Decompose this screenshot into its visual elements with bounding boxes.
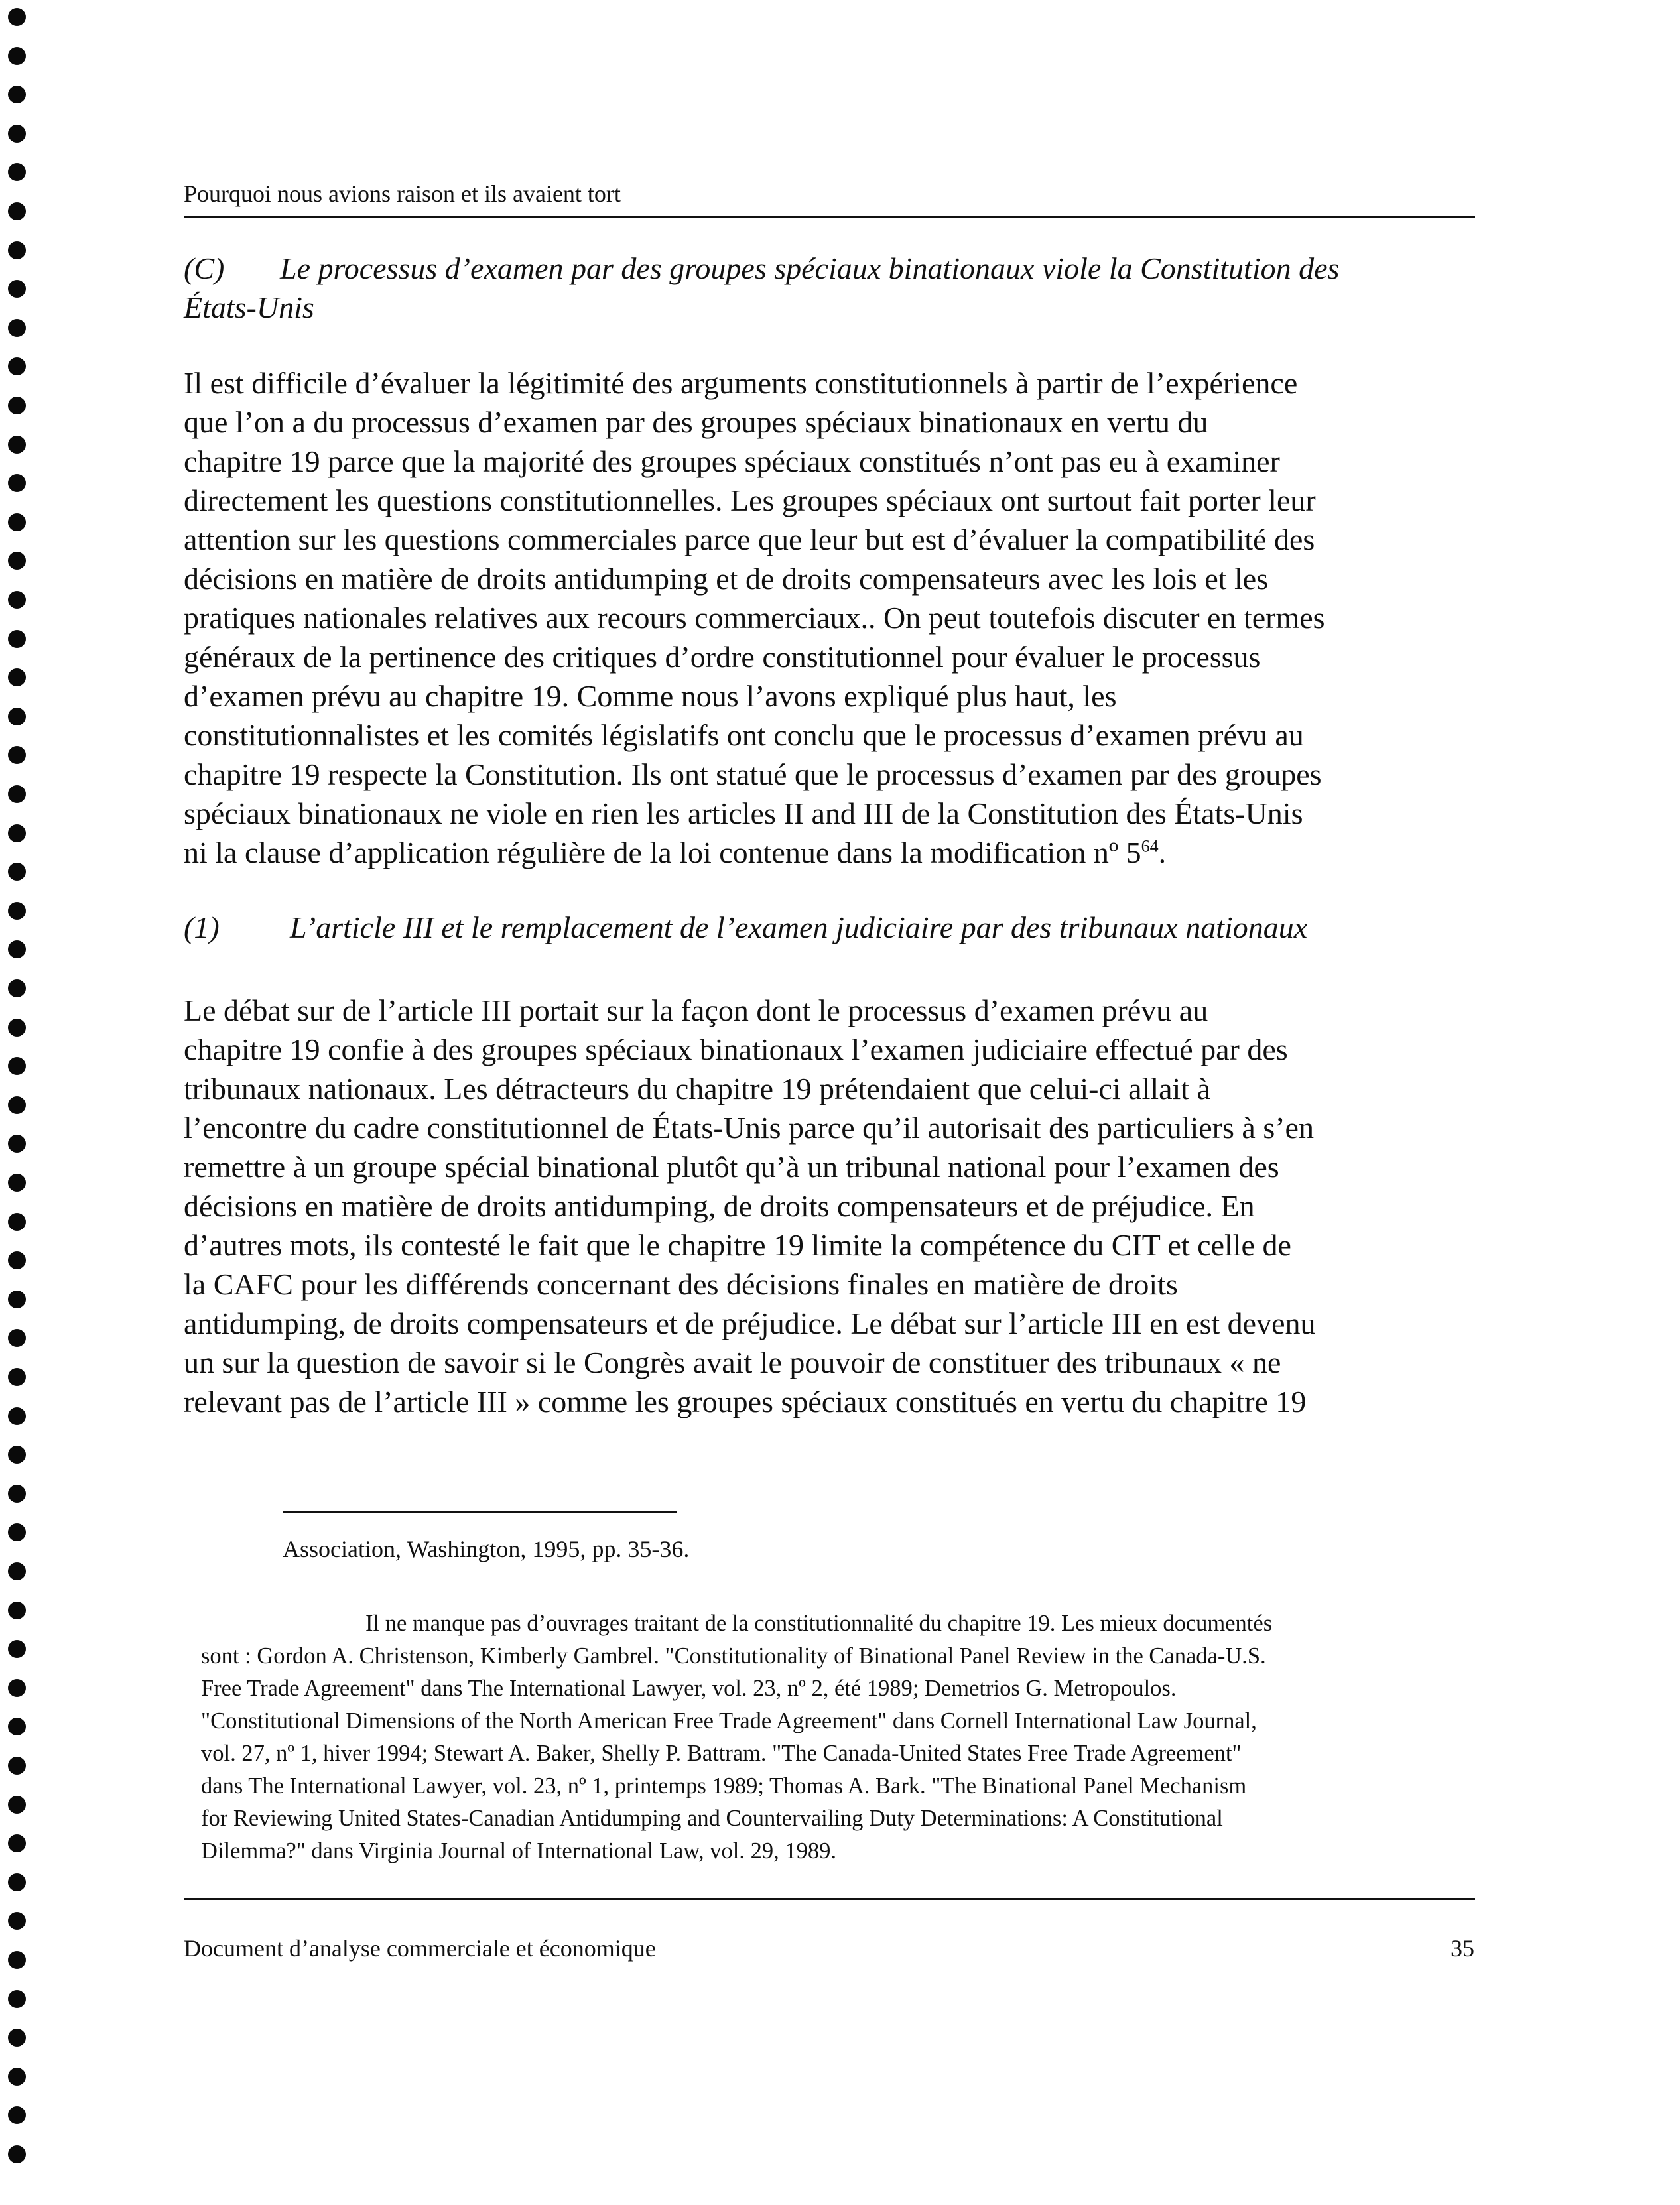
footer-rule	[184, 1898, 1475, 1900]
section-1-number: (1)	[184, 911, 220, 944]
binding-hole	[8, 474, 26, 492]
footnote-line: for Reviewing United States-Canadian Antidumping and Countervailing Duty Determinations: A Constitutional	[201, 1806, 1223, 1831]
paragraph-2-line: tribunaux nationaux. Les détracteurs du chapitre 19 prétendaient que celui-ci allait à	[184, 1072, 1211, 1105]
binding-hole	[8, 47, 26, 65]
section-1-heading	[184, 908, 1484, 947]
paragraph-1-period: .	[1158, 836, 1167, 869]
binding-hole	[8, 1602, 26, 1619]
binding-hole	[8, 1523, 26, 1541]
paragraph-2-line: l’encontre du cadre constitutionnel de États-Unis parce qu’il autorisait des particuliers à s’en	[184, 1111, 1314, 1145]
binding-hole	[8, 979, 26, 997]
footer-publication: Document d’analyse commerciale et économique	[184, 1935, 656, 1962]
paragraph-1-line: chapitre 19 parce que la majorité des groupes spéciaux constitués n’ont pas eu à examiner	[184, 444, 1280, 478]
binding-hole	[8, 2029, 26, 2047]
binding-hole	[8, 1251, 26, 1269]
paragraph-1	[184, 363, 1484, 872]
footnote-line: Free Trade Agreement" dans The International Lawyer, vol. 23, nº 2, été 1989; Demetrios G. Metropoulos.	[201, 1676, 1177, 1701]
running-header: Pourquoi nous avions raison et ils avaient tort	[184, 180, 621, 207]
binding-hole	[8, 1718, 26, 1735]
binding-hole	[8, 1640, 26, 1658]
paragraph-2-line: décisions en matière de droits antidumping, de droits compensateurs et de préjudice. En	[184, 1189, 1255, 1223]
binding-hole	[8, 824, 26, 842]
binding-hole	[8, 1951, 26, 1969]
binding-hole	[8, 397, 26, 414]
footnote-64	[201, 1607, 1468, 1867]
paragraph-2-line: Le débat sur de l’article III portait sur la façon dont le processus d’examen prévu au	[184, 993, 1208, 1027]
binding-hole	[8, 357, 26, 375]
section-c-heading	[184, 249, 1484, 327]
footnote-separator	[283, 1511, 677, 1513]
paragraph-1-line: pratiques nationales relatives aux recours commerciaux.. On peut toutefois discuter en termes	[184, 601, 1325, 635]
section-1-title: L’article III et le remplacement de l’examen judiciaire par des tribunaux nationaux	[290, 911, 1308, 944]
binding-hole	[8, 1796, 26, 1814]
binding-hole	[8, 1019, 26, 1037]
paragraph-2-line: chapitre 19 confie à des groupes spéciaux binationaux l’examen judiciaire effectué par des	[184, 1033, 1288, 1066]
binding-hole	[8, 785, 26, 803]
binding-hole	[8, 2145, 26, 2163]
binding-hole	[8, 591, 26, 609]
section-c-number: (C)	[184, 251, 225, 285]
paragraph-1-line: attention sur les questions commerciales parce que leur but est d’évaluer la compatibilité des	[184, 523, 1315, 556]
binding-hole	[8, 2068, 26, 2086]
binding-hole	[8, 1990, 26, 2008]
section-c-title-line-1: Le processus d’examen par des groupes spéciaux binationaux viole la Constitution des	[280, 251, 1340, 285]
paragraph-1-line: que l’on a du processus d’examen par des groupes spéciaux binationaux en vertu du	[184, 405, 1208, 439]
paragraph-2-line: un sur la question de savoir si le Congrès avait le pouvoir de constituer des tribunaux « ne	[184, 1346, 1281, 1379]
binding-hole	[8, 1562, 26, 1580]
binding-hole	[8, 708, 26, 725]
binding-hole	[8, 1135, 26, 1153]
binding-hole	[8, 746, 26, 764]
binding-hole	[8, 1873, 26, 1891]
binding-hole	[8, 1057, 26, 1075]
binding-hole	[8, 552, 26, 570]
binding-hole	[8, 1291, 26, 1308]
binding-hole	[8, 1757, 26, 1775]
binding-hole	[8, 241, 26, 259]
paragraph-2-line: d’autres mots, ils contesté le fait que le chapitre 19 limite la compétence du CIT et celle de	[184, 1228, 1291, 1262]
paragraph-1-line: décisions en matière de droits antidumping et de droits compensateurs avec les lois et les	[184, 562, 1269, 596]
paragraph-2-line: relevant pas de l’article III » comme les groupes spéciaux constitués en vertu du chapitre 19	[184, 1385, 1307, 1418]
paragraph-1-line: généraux de la pertinence des critiques d’ordre constitutionnel pour évaluer le processus	[184, 640, 1261, 674]
binding-hole	[8, 202, 26, 220]
footnote-line: Il ne manque pas d’ouvrages traitant de la constitutionnalité du chapitre 19. Les mieux documentés	[365, 1611, 1273, 1636]
binding-hole	[8, 8, 26, 26]
paragraph-1-line: chapitre 19 respecte la Constitution. Ils ont statué que le processus d’examen par des groupes	[184, 757, 1322, 791]
binding-hole	[8, 1213, 26, 1231]
footnote-line: dans The International Lawyer, vol. 23, nº 1, printemps 1989; Thomas A. Bark. "The Binational Panel Mechanism	[201, 1773, 1247, 1798]
footnote-line: sont : Gordon A. Christenson, Kimberly Gambrel. "Constitutionality of Binational Panel Review in the Canada-U.S.	[201, 1643, 1266, 1669]
paragraph-1-line: spéciaux binationaux ne viole en rien les articles II and III de la Constitution des États-Unis	[184, 796, 1303, 830]
footnote-line: Dilemma?" dans Virginia Journal of International Law, vol. 29, 1989.	[201, 1838, 836, 1863]
binding-hole	[8, 1329, 26, 1347]
paragraph-1-last-line	[184, 833, 1484, 872]
paragraph-1-line: constitutionnalistes et les comités législatifs ont conclu que le processus d’examen prévu au	[184, 718, 1304, 752]
paragraph-1-line: Il est difficile d’évaluer la légitimité des arguments constitutionnels à partir de l’expérience	[184, 366, 1298, 400]
binding-hole	[8, 2106, 26, 2124]
binding-hole	[8, 1174, 26, 1192]
section-c-title-line-2: États-Unis	[184, 290, 314, 324]
binding-hole	[8, 319, 26, 337]
paragraph-2-line: remettre à un groupe spécial binational plutôt qu’à un tribunal national pour l’examen des	[184, 1150, 1279, 1184]
binding-hole	[8, 902, 26, 920]
binding-hole	[8, 1679, 26, 1697]
paragraph-2	[184, 991, 1484, 1421]
paragraph-2-line: antidumping, de droits compensateurs et de préjudice. Le débat sur l’article III en est devenu	[184, 1306, 1316, 1340]
binding-hole	[8, 940, 26, 958]
binding-hole	[8, 1446, 26, 1464]
paragraph-1-line: d’examen prévu au chapitre 19. Comme nous l’avons expliqué plus haut, les	[184, 679, 1117, 713]
binding-hole	[8, 630, 26, 648]
binding-hole	[8, 280, 26, 298]
binding-hole	[8, 1485, 26, 1503]
binding-hole	[8, 1368, 26, 1386]
binding-hole	[8, 668, 26, 686]
binding-hole	[8, 86, 26, 103]
binding-hole	[8, 1096, 26, 1114]
page-number: 35	[1451, 1935, 1474, 1962]
footnote-line: "Constitutional Dimensions of the North American Free Trade Agreement" dans Cornell International Law Journal,	[201, 1708, 1257, 1733]
paragraph-2-line: la CAFC pour les différends concernant des décisions finales en matière de droits	[184, 1267, 1178, 1301]
binding-hole	[8, 1834, 26, 1852]
binding-hole	[8, 1407, 26, 1425]
paragraph-1-last-text: ni la clause d’application régulière de la loi contenue dans la modification nº 5	[184, 836, 1141, 869]
footnote-line: vol. 27, nº 1, hiver 1994; Stewart A. Baker, Shelly P. Battram. "The Canada-United States Free Trade Agreement"	[201, 1741, 1242, 1766]
binding-hole	[8, 163, 26, 181]
binding-hole	[8, 1912, 26, 1930]
footnote-ref-64: 64	[1141, 836, 1159, 856]
header-rule	[184, 216, 1475, 218]
binding-hole	[8, 436, 26, 454]
binding-hole	[8, 125, 26, 143]
binding-hole	[8, 513, 26, 531]
binding-holes	[4, 8, 31, 2196]
binding-hole	[8, 863, 26, 881]
footnote-continuation: Association, Washington, 1995, pp. 35-36.	[283, 1536, 690, 1562]
paragraph-1-line: directement les questions constitutionnelles. Les groupes spéciaux ont surtout fait porter leur	[184, 483, 1316, 517]
